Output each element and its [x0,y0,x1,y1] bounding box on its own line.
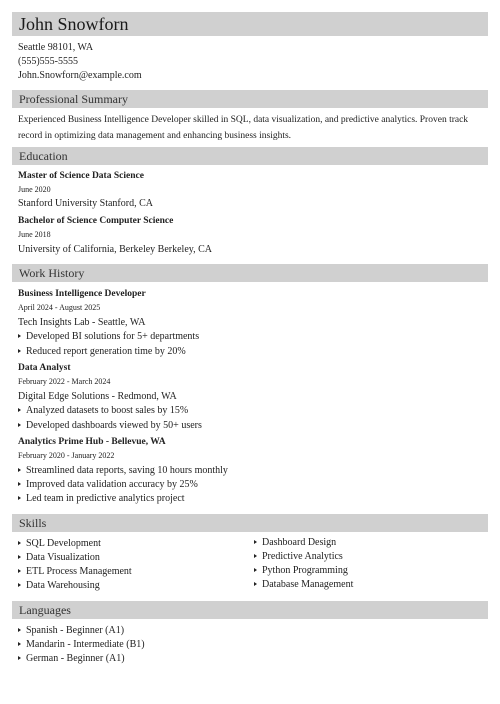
bullet-icon [18,541,21,545]
job-title: Business Intelligence Developer [18,289,146,299]
skills-heading: Skills [19,516,47,530]
list-item: ETL Process Management [18,565,132,578]
section-header-languages [12,601,488,619]
list-item: Mandarin - Intermediate (B1) [18,638,145,651]
bullet-icon [18,334,21,338]
list-item: Improved data validation accuracy by 25% [18,478,198,491]
job-dates: February 2022 - March 2024 [18,377,111,386]
section-header-education [12,147,488,165]
list-item: Data Warehousing [18,579,100,592]
bullet-icon [18,583,21,587]
bullet-icon [18,569,21,573]
bullet-icon [18,423,21,427]
summary-text: Experienced Business Intelligence Developer skilled in SQL, data visualization, and predictive analytics. Proven track record in optimizing data management and enhancing business insights. [18,115,469,141]
contact-email: John.Snowforn@example.com [18,70,142,81]
section-header-skills [12,514,488,532]
bullet-icon [18,408,21,412]
bullet-icon [18,628,21,632]
list-item: Spanish - Beginner (A1) [18,624,124,637]
list-item: Data Visualization [18,551,100,564]
bullet-icon [254,540,257,544]
work-heading: Work History [19,266,85,280]
bullet-icon [18,642,21,646]
bullet-icon [254,582,257,586]
list-item: Led team in predictive analytics project [18,492,185,505]
list-item: Database Management [254,578,353,591]
job-title: Analytics Prime Hub - Bellevue, WA [18,437,166,447]
bullet-icon [18,349,21,353]
bullet-icon [18,496,21,500]
section-header-work-history [12,264,488,282]
bullet-icon [18,482,21,486]
list-item: Predictive Analytics [254,550,343,563]
list-item: Streamlined data reports, saving 10 hours monthly [18,464,228,477]
contact-address: Seattle 98101, WA [18,42,94,53]
job-company: Tech Insights Lab - Seattle, WA [18,317,146,328]
education-degree: Bachelor of Science Computer Science [18,216,174,226]
list-item: Reduced report generation time by 20% [18,345,186,358]
job-title: Data Analyst [18,363,71,373]
contact-phone: (555)555-5555 [18,56,78,67]
list-item: Developed BI solutions for 5+ departments [18,330,199,343]
education-heading: Education [19,149,68,163]
summary-heading: Professional Summary [19,92,128,106]
education-date: June 2018 [18,230,51,239]
languages-heading: Languages [19,603,71,617]
education-degree: Master of Science Data Science [18,171,144,181]
list-item: SQL Development [18,537,101,550]
bullet-icon [18,555,21,559]
job-dates: April 2024 - August 2025 [18,303,101,312]
bullet-icon [18,468,21,472]
candidate-name: John Snowforn [19,14,129,34]
list-item: Dashboard Design [254,536,336,549]
list-item: Analyzed datasets to boost sales by 15% [18,404,188,417]
bullet-icon [18,656,21,660]
section-header-summary [12,90,488,108]
bullet-icon [254,568,257,572]
name-header [12,12,488,36]
list-item: Python Programming [254,564,348,577]
bullet-icon [254,554,257,558]
list-item: German - Beginner (A1) [18,652,125,665]
education-school: Stanford University Stanford, CA [18,198,153,209]
list-item: Developed dashboards viewed by 50+ users [18,419,202,432]
education-school: University of California, Berkeley Berkeley, CA [18,244,213,255]
job-dates: February 2020 - January 2022 [18,451,115,460]
education-date: June 2020 [18,185,51,194]
job-company: Digital Edge Solutions - Redmond, WA [18,391,177,402]
